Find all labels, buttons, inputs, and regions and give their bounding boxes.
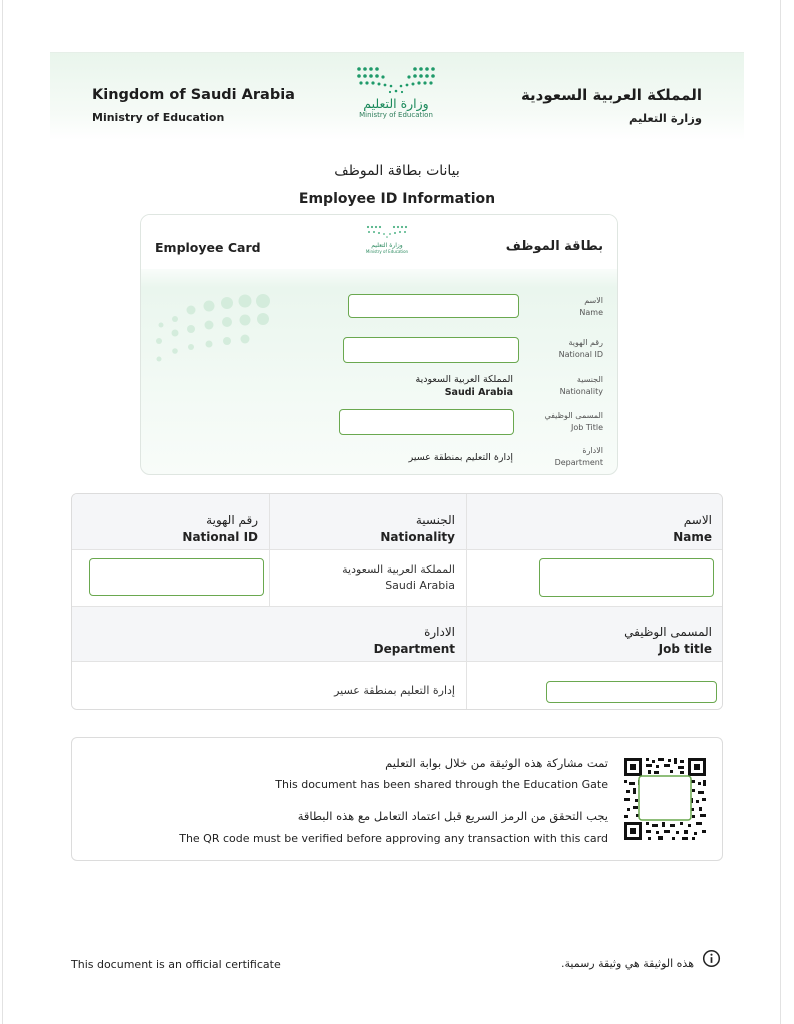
card-decorative-dots-icon (147, 293, 277, 373)
ministry-logo (350, 65, 442, 131)
card-logo-text-en: Ministry of Education (365, 249, 409, 254)
table-row (72, 550, 722, 606)
document-header (50, 52, 744, 140)
card-title-en: Employee Card (155, 240, 261, 255)
qr-check-notice-en: The QR code must be verified before approving any transaction with this card (179, 832, 608, 845)
page-heading-en: Employee ID Information (298, 191, 496, 207)
logo-text-en: Ministry of Education (359, 111, 433, 119)
footer-official-en: This document is an official certificate (71, 958, 281, 971)
header-ministry-en: Ministry of Education (92, 111, 225, 124)
card-department-value: إدارة التعليم بمنطقة عسير (408, 452, 513, 463)
verification-notice (71, 737, 723, 861)
header-country-en: Kingdom of Saudi Arabia (92, 87, 295, 103)
qr-code-icon[interactable] (624, 758, 706, 840)
table-nationality-value: المملكة العربية السعودية Saudi Arabia (342, 563, 455, 592)
ministry-logo-dots-icon (355, 65, 437, 95)
table-header-name: الاسم Name (673, 513, 712, 544)
logo-text-ar: وزارة التعليم (363, 96, 429, 111)
card-nationality-value: المملكة العربية السعودية Saudi Arabia (415, 374, 513, 398)
table-national-id-field[interactable] (89, 558, 264, 596)
card-logo-dots-icon (365, 224, 409, 238)
card-title-ar: بطاقة الموظف (505, 239, 603, 254)
page-edge-right (780, 0, 781, 1024)
header-country-ar: المملكة العربية السعودية (520, 86, 702, 104)
card-name-field[interactable] (348, 294, 519, 318)
card-national-id-field[interactable] (343, 337, 519, 363)
header-ministry-ar: وزارة التعليم (629, 111, 702, 125)
shared-notice-ar: تمت مشاركة هذه الوثيقة من خلال بوابة التعليم (385, 756, 608, 770)
shared-notice-en: This document has been shared through the Education Gate (275, 778, 608, 791)
card-job-title-field[interactable] (339, 409, 514, 435)
table-header-national-id: رقم الهوية National ID (182, 513, 258, 544)
table-header-department: الادارة Department (373, 625, 455, 656)
table-department-value: إدارة التعليم بمنطقة عسير (334, 684, 455, 697)
employee-details-table (71, 493, 723, 710)
table-header-row-1 (72, 494, 722, 550)
footer-official-ar: هذه الوثيقة هي وثيقة رسمية. (561, 957, 694, 970)
page-heading-ar: بيانات بطاقة الموظف (334, 163, 460, 179)
table-row (72, 662, 722, 710)
page-edge-left (2, 0, 3, 1024)
table-name-field[interactable] (539, 558, 714, 597)
card-label-name: الاسم Name (579, 296, 603, 317)
card-label-nationality: الجنسية Nationality (559, 375, 603, 396)
table-header-nationality: الجنسية Nationality (380, 513, 455, 544)
table-header-job-title: المسمى الوظيفي Job title (624, 625, 712, 656)
card-label-department: الادارة Department (554, 446, 603, 467)
employee-card (140, 214, 618, 475)
card-label-national-id: رقم الهوية National ID (558, 338, 603, 359)
card-label-job-title: المسمى الوظيفي Job Title (544, 411, 603, 432)
card-logo (363, 223, 411, 254)
table-header-row-2 (72, 607, 722, 662)
qr-check-notice-ar: يجب التحقق من الرمز السريع قبل اعتماد التعامل مع هذه البطاقة (297, 809, 608, 823)
card-logo-text-ar: وزارة التعليم (371, 242, 403, 249)
table-job-title-field[interactable] (546, 681, 717, 703)
info-icon[interactable] (702, 949, 721, 968)
